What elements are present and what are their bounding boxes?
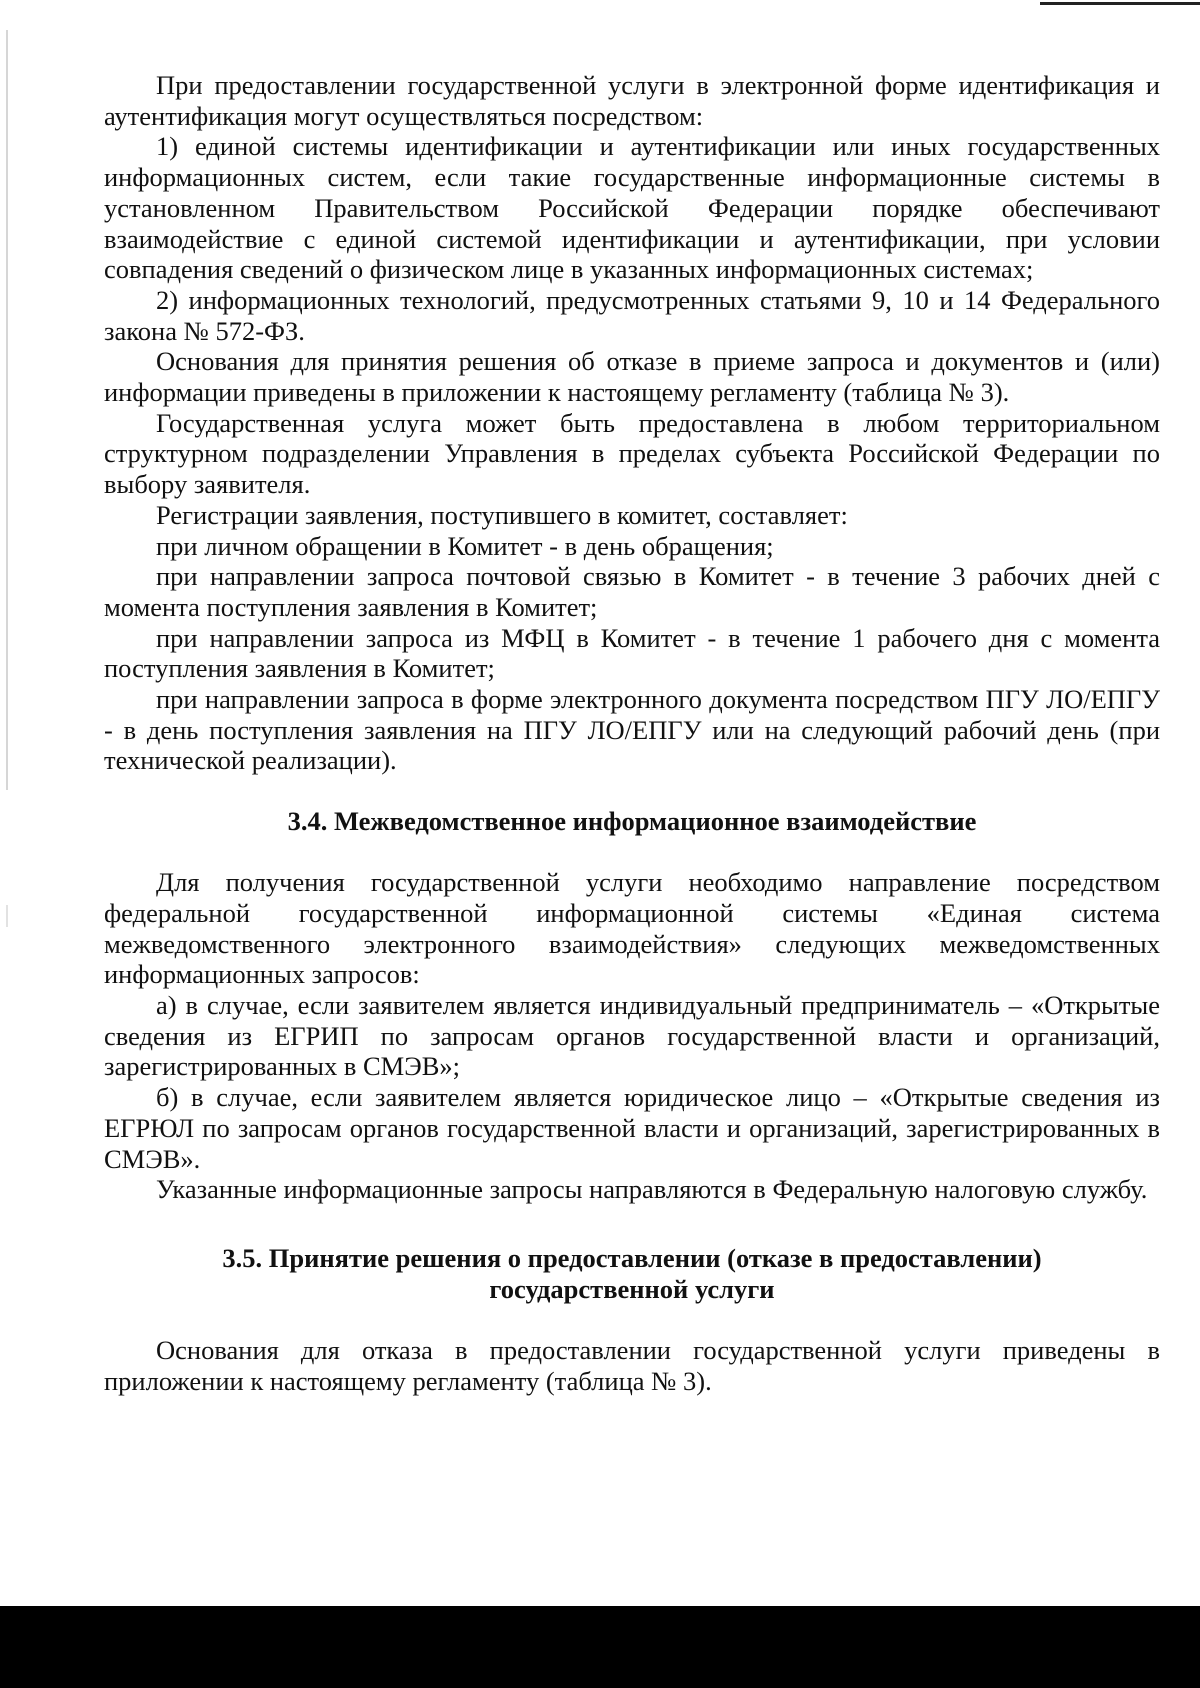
document-body [104, 70, 1160, 1396]
paragraph-fns: Указанные информационные запросы направляются в Федеральную налоговую службу. [156, 1174, 1148, 1205]
section-3-5-heading [104, 1243, 1160, 1305]
paragraph-mfc: при направлении запроса из МФЦ в Комитет - в течение 1 рабочего дня с момента поступления заявления в Комитет; [104, 622, 1160, 684]
paragraph-ip-request: а) в случае, если заявителем является индивидуальный предприниматель – «Открытые сведения из ЕГРИП по запросам органов государственной власти и организаций, зарегистрированных в СМЭВ»; [104, 989, 1160, 1082]
paragraph-electronic: при направлении запроса в форме электронного документа посредством ПГУ ЛО/ЕПГУ - в день поступления заявления на ПГУ ЛО/ЕПГУ или на следующий рабочий день (при технической реализации). [104, 684, 1160, 776]
paragraph-postal: при направлении запроса почтовой связью в Комитет - в течение 3 рабочих дней с момента поступления заявления в Комитет; [104, 561, 1160, 622]
paragraph-smev-intro: Для получения государственной услуги необходимо направление посредством федеральной государственной информационной системы «Единая система межведомственного электронного взаимодействия» следующих межведомственных информационных запросов: [104, 867, 1160, 990]
paragraph-identification-intro: При предоставлении государственной услуги в электронной форме идентификация и аутентификация могут осуществляться посредством: [104, 70, 1160, 131]
scan-edge-mark [6, 905, 8, 927]
paragraph-personal-appeal: при личном обращении в Комитет - в день обращения; [156, 530, 774, 561]
scan-edge-mark [6, 30, 8, 790]
section-3-5-heading-line1: 3.5. Принятие решения о предоставлении (отказе в предоставлении) [222, 1242, 1042, 1273]
paragraph-item-1: 1) единой системы идентификации и аутентификации или иных государственных информационных систем, если такие государственные информационные системы в установленном Правительством Российской Федерации порядке обеспечивают взаимодействие с единой системой идентификации и аутентификации, при условии совпадения сведений о физическом лице в указанных информационных системах; [104, 131, 1160, 285]
paragraph-refusal-reference: Основания для отказа в предоставлении государственной услуги приведены в приложении к настоящему регламенту (таблица № 3). [104, 1334, 1160, 1396]
paragraph-territorial: Государственная услуга может быть предоставлена в любом территориальном структурном подразделении Управления в пределах субъекта Российской Федерации по выбору заявителя. [104, 407, 1160, 500]
paragraph-legal-entity-request: б) в случае, если заявителем является юридическое лицо – «Открытые сведения из ЕГРЮЛ по запросам органов государственной власти и организаций, зарегистрированных в СМЭВ». [104, 1082, 1160, 1174]
section-3-5-heading-line2: государственной услуги [489, 1273, 775, 1304]
top-edge-rule [1040, 2, 1200, 5]
scan-bottom-band [0, 1606, 1200, 1688]
paragraph-item-2: 2) информационных технологий, предусмотренных статьями 9, 10 и 14 Федерального закона № 572-ФЗ. [104, 284, 1160, 346]
paragraph-refusal-grounds: Основания для принятия решения об отказе в приеме запроса и документов и (или) информации приведены в приложении к настоящему регламенту (таблица № 3). [104, 346, 1160, 408]
paragraph-registration: Регистрации заявления, поступившего в комитет, составляет: [156, 499, 848, 530]
section-3-4-heading: 3.4. Межведомственное информационное взаимодействие [287, 806, 977, 837]
